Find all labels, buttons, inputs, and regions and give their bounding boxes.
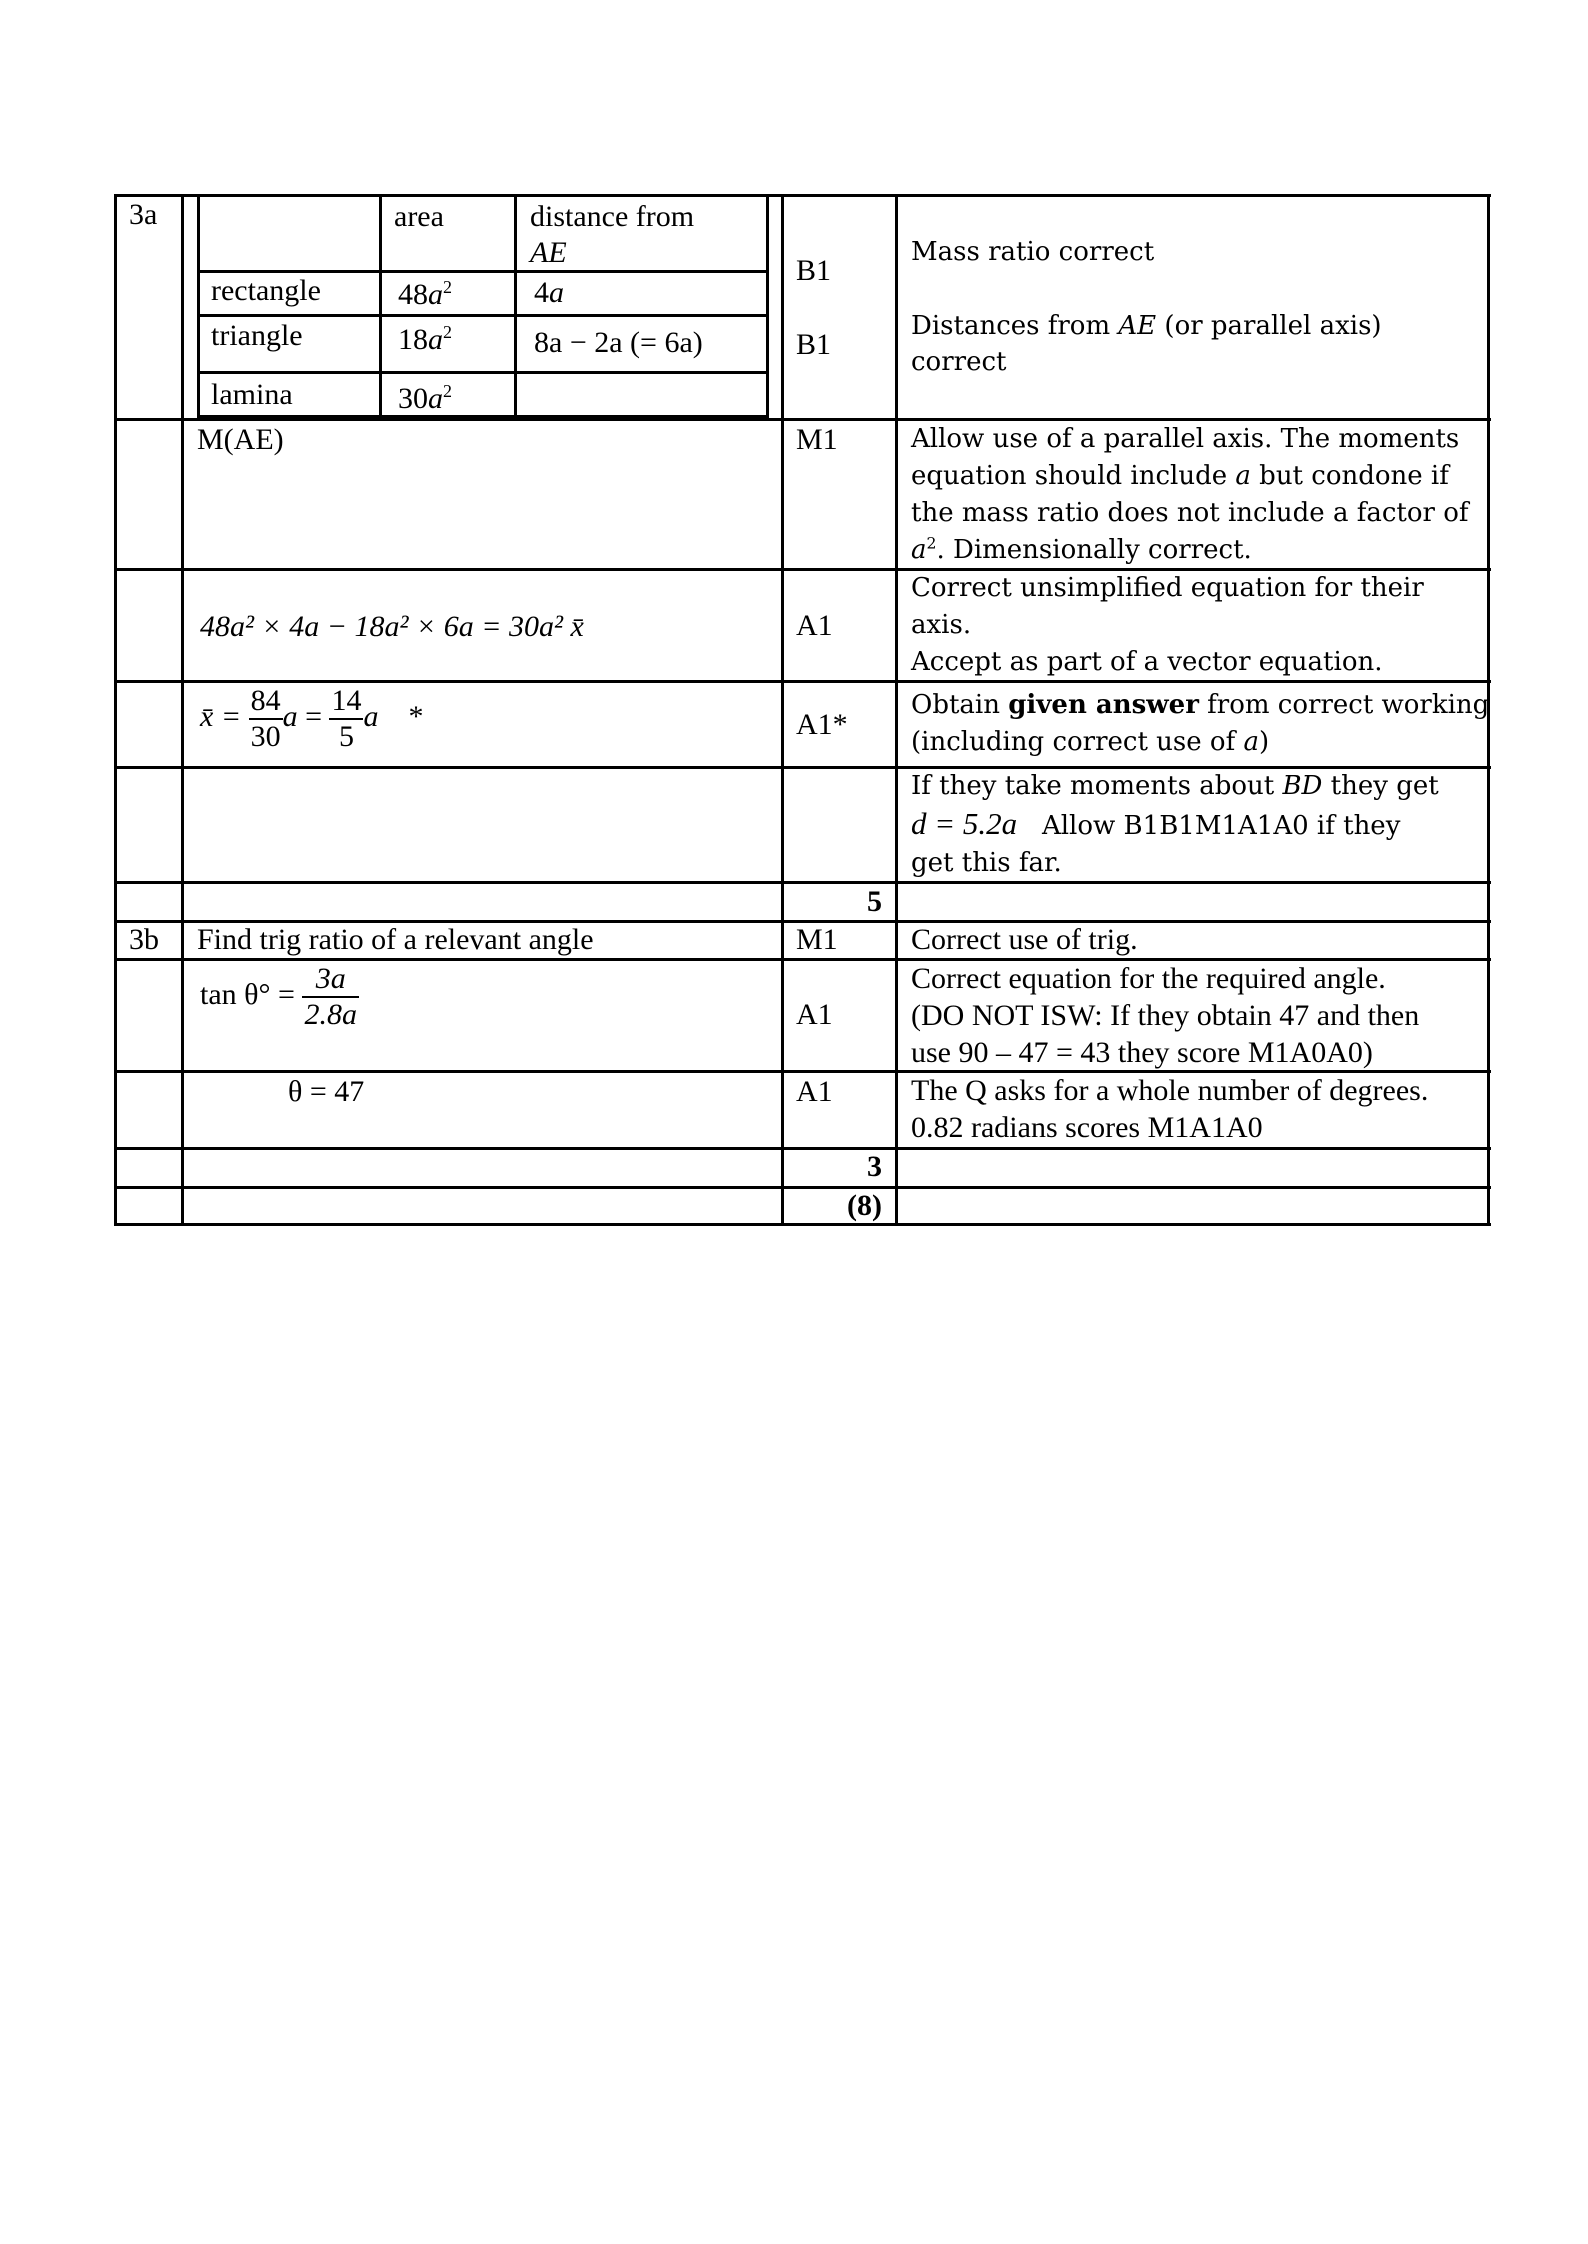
note-a1-degrees: The Q asks for a whole number of degrees. 0.82 radians scores M1A1A0 xyxy=(911,1074,1429,1144)
triangle-distance: 8a − 2a (= 6a) xyxy=(534,326,703,359)
subtotal-3a: 5 xyxy=(867,885,882,918)
lamina-area: $30a^2$ xyxy=(398,381,452,415)
header-distance: distance from xyxy=(530,200,695,233)
row-triangle: triangle xyxy=(211,319,303,352)
mark-m1: M1 xyxy=(796,923,838,956)
fraction: $\frac{84}{30}$ xyxy=(250,684,281,753)
table-border xyxy=(115,194,1491,197)
col-divider xyxy=(895,194,898,1226)
fraction: $\frac{14}{5}$ xyxy=(331,684,362,753)
mark-a1: A1 xyxy=(796,609,833,642)
moment-label: M(AE) xyxy=(197,423,284,456)
fraction: $\frac{3a}{2.8a}$ xyxy=(304,962,357,1031)
inner-table-border xyxy=(197,415,769,419)
note-a1: Correct unsimplified equation for their axis. Accept as part of a vector equation. xyxy=(911,573,1424,677)
note-m1: Correct use of trig. xyxy=(911,923,1138,956)
mark-m1: M1 xyxy=(796,423,838,456)
rectangle-distance: 4a xyxy=(534,276,564,309)
col-divider xyxy=(781,194,784,1226)
note-a1: Correct equation for the required angle. (DO NOT ISW: If they obtain 47 and then use 90 – 47 = 43 they score M1A0A0) xyxy=(911,962,1420,1069)
mark-b1: B1 xyxy=(796,328,832,361)
note-m1: Allow use of a parallel axis. The moments equation should include a but condone if the mass ratio does not include a factor of $a^2$. Dimensionally correct. xyxy=(911,424,1469,565)
note-distances-cont: correct xyxy=(911,347,1007,377)
note-bd: If they take moments about BD they get d = 5.2a Allow B1B1M1A1A0 if they get this far. xyxy=(911,771,1439,878)
mark-a1-star: A1* xyxy=(796,708,848,741)
row-rectangle: rectangle xyxy=(211,274,321,307)
subtotal-3b: 3 xyxy=(867,1150,882,1183)
inner-col-divider xyxy=(514,194,517,419)
question-label: 3a xyxy=(129,198,158,231)
mark-a1: A1 xyxy=(796,1075,833,1108)
result-equation: x̄ = $\frac{84}{30}$ a = $\frac{14}{5}$ a * xyxy=(200,684,424,753)
mark-b1: B1 xyxy=(796,254,832,287)
note-mass-ratio: Mass ratio correct xyxy=(911,237,1155,267)
mark-a1: A1 xyxy=(796,998,833,1031)
question-label: 3b xyxy=(129,923,159,956)
col-divider xyxy=(181,194,184,1226)
header-distance-ae: AE xyxy=(530,236,567,269)
table-border xyxy=(114,194,117,1226)
tan-equation: tan θ° = $\frac{3a}{2.8a}$ xyxy=(200,962,357,1031)
grand-total: (8) xyxy=(847,1189,882,1222)
theta-result: θ = 47 xyxy=(288,1075,365,1108)
row-lamina: lamina xyxy=(211,378,293,411)
step-trig-ratio: Find trig ratio of a relevant angle xyxy=(197,923,594,956)
moment-equation: 48a² × 4a − 18a² × 6a = 30a² x̄ xyxy=(200,610,584,643)
header-area: area xyxy=(394,200,444,233)
inner-col-divider xyxy=(379,194,382,419)
triangle-area: $18a^2$ xyxy=(398,322,452,356)
rectangle-area: $48a^2$ xyxy=(398,277,452,311)
inner-table-border xyxy=(766,194,769,419)
inner-row-divider xyxy=(197,371,769,374)
note-a1-star: Obtain given answer from correct working (including correct use of a) xyxy=(911,690,1490,757)
note-distances: Distances from AE (or parallel axis) xyxy=(911,311,1382,341)
inner-table-border xyxy=(197,194,200,419)
